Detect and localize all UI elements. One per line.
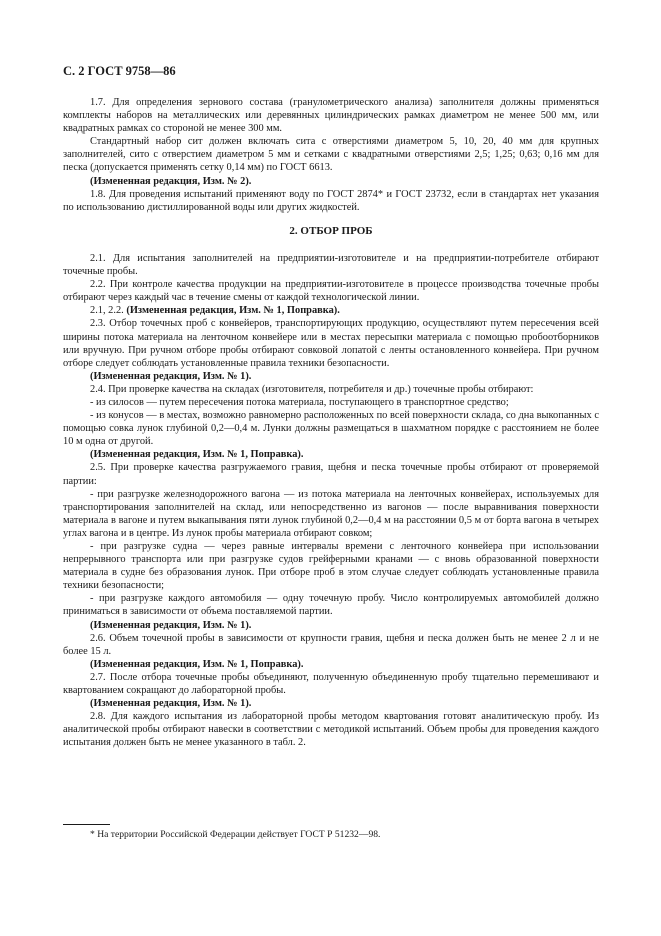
paragraph: Стандартный набор сит должен включать сита с отверстиями диаметром 5, 10, 20, 40 мм для крупных заполнителей, сито с отверстием диаметром 5 мм и сетками с квадратными отверстиями 2,5; 1,25; 0,63; 0,16 мм для песка (допускается применять сетку 0,14 мм) по ГОСТ 6613. — [63, 136, 599, 174]
paragraph: 2.5. При проверке качества разгружаемого гравия, щебня и песка точечные пробы отбирают от проверяемой партии: — [63, 462, 599, 487]
revision-note: (Измененная редакция, Изм. № 2). — [90, 175, 252, 187]
revision-note: (Измененная редакция, Изм. № 1). — [90, 370, 252, 382]
paragraph: 2.2. При контроле качества продукции на предприятии-изготовителе в процессе производства точечные пробы отбирают через каждый час в течение смены от каждой технологической линии. — [63, 279, 599, 304]
paragraph: 2.4. При проверке качества на складах (изготовителя, потребителя и др.) точечные пробы отбирают: — [90, 383, 534, 395]
paragraph: - из конусов — в местах, возможно равномерно расположенных по всей поверхности склада, со дна выкопанных с помощью совка лунок глубиной 0,2—0,4 м. Лунки должны размещаться в шахматном порядке с расстоянием не более 10 м одна от другой. — [63, 410, 599, 448]
revision-note: (Измененная редакция, Изм. № 1, Поправка). — [90, 449, 304, 461]
paragraph: 2.1. Для испытания заполнителей на предприятии-изготовителе и на предприятии-потребителе отбирают точечные пробы. — [63, 252, 599, 278]
paragraph: - при разгрузке железнодорожного вагона — из потока материала на ленточных конвейерах, используемых для транспортирования заполнителей на склад, или непосредственно из вагонов — после выравнивания поверхности материала в вагоне и путем выкапывания пяти лунок глубиной 0,2—0,4 м на расстоянии 0,5 м от борта вагона в четырех углах вагона и в центре. Из лунок пробы материала отбирают совком; — [63, 488, 599, 539]
revision-note: (Измененная редакция, Изм. № 1). — [90, 698, 252, 710]
section-1-continuation — [63, 96, 599, 214]
paragraph: 2.7. После отбора точечные пробы объединяют, полученную объединенную пробу тщательно перемешивают и квартованием сокращают до лабораторной пробы. — [63, 671, 599, 697]
paragraph: 1.7. Для определения зернового состава (гранулометрического анализа) заполнителя должны применяться комплекты наборов на металлических или деревянных цилиндрических рамках диаметром не менее 500 мм, или квадратных рамках со стороной не менее 300 мм. — [63, 97, 599, 135]
paragraph: - при разгрузке судна — через равные интервалы времени с ленточного конвейера при использовании непрерывного транспорта или при разгрузке судов грейферными кранами — с вновь образованной поверхности материала в судне без образования лунок. При отборе проб в этом случае следует соблюдать установленные правила техники безопасности; — [63, 541, 599, 592]
section-2-body — [63, 252, 599, 750]
page-header: С. 2 ГОСТ 9758—86 — [63, 64, 176, 78]
document-body — [63, 96, 599, 750]
paragraph — [63, 304, 599, 317]
paragraph: - из силосов — путем пересечения потока материала, поступающего в транспортное средство; — [90, 396, 509, 408]
footnote-divider — [63, 824, 110, 825]
paragraph: - при разгрузке каждого автомобиля — одну точечную пробу. Число контролируемых автомобилей должно приниматься в зависимости от объема поставляемой партии. — [63, 593, 599, 618]
paragraph: 2.3. Отбор точечных проб с конвейеров, транспортирующих продукцию, осуществляют путем пересечения всей ширины потока материала на ленточном конвейере или в местах пересыпки материала с помощью пробоотборников или вручную. При ручном отборе пробы отбирают совковой лопатой с ленты остановленного конвейера. При ручном отборе следует соблюдать установленные правила техники безопасности. — [63, 318, 599, 369]
paragraph: 2.8. Для каждого испытания из лабораторной пробы методом квартования готовят аналитическую пробу. Из аналитической пробы отбирают навески в соответствии с методикой испытаний. Объем пробы для проведения каждого испытания должен быть не менее указанного в табл. 2. — [63, 711, 599, 749]
revision-note: (Измененная редакция, Изм. № 1, Поправка). — [90, 658, 304, 670]
footnote: * На территории Российской Федерации действует ГОСТ Р 51232—98. — [90, 829, 381, 840]
paragraph: 2.6. Объем точечной пробы в зависимости от крупности гравия, щебня и песка должен быть не менее 2 л и не более 15 л. — [63, 632, 599, 657]
paragraph: 1.8. Для проведения испытаний применяют воду по ГОСТ 2874* и ГОСТ 23732, если в стандартах нет указания по использованию дистиллированной воды или других жидкостей. — [63, 188, 599, 213]
paragraph-prefix: 2.1, 2.2. — [90, 305, 127, 317]
revision-note: (Измененная редакция, Изм. № 1, Поправка). — [126, 305, 340, 317]
section-heading: 2. ОТБОР ПРОБ — [289, 224, 373, 237]
revision-note: (Измененная редакция, Изм. № 1). — [90, 619, 252, 631]
